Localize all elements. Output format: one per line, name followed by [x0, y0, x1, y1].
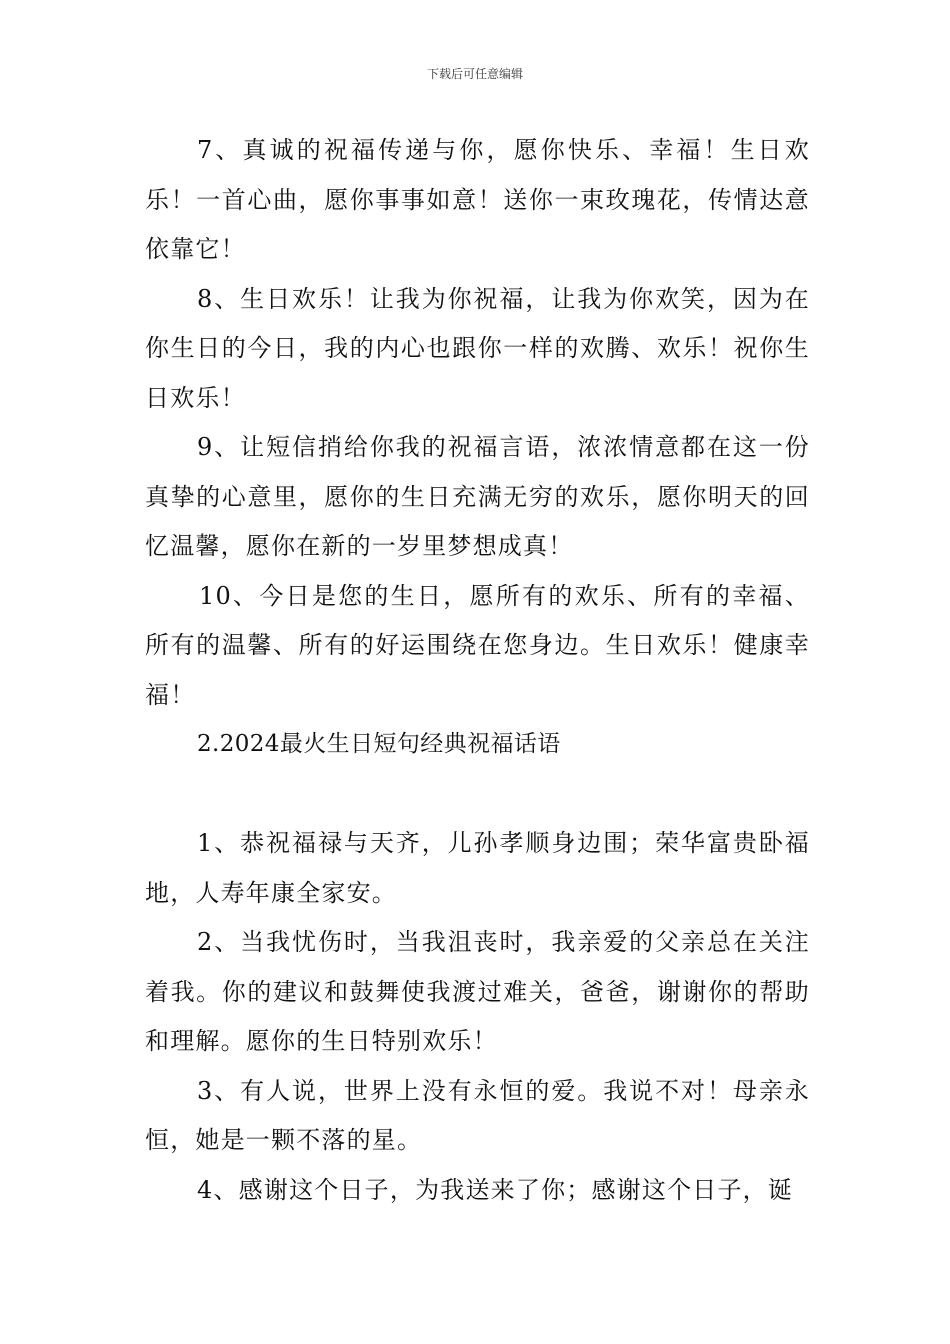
document-body	[145, 126, 810, 1215]
paragraph-section2-wish-3: 3、有人说，世界上没有永恒的爱。我说不对！母亲永恒，她是一颗不落的星。	[145, 1076, 810, 1154]
paragraph-section2-wish-4: 4、感谢这个日子，为我送来了你；感谢这个日子，诞	[197, 1175, 794, 1204]
paragraph-wish-10: 10、今日是您的生日，愿所有的欢乐、所有的幸福、所有的温馨、所有的好运围绕在您身边。生日欢乐！健康幸福！	[145, 581, 810, 709]
section-title: 2.2024最火生日短句经典祝福话语	[197, 731, 561, 757]
page-header: 下载后可任意编辑	[426, 67, 523, 81]
paragraph-wish-7: 7、真诚的祝福传递与你，愿你快乐、幸福！生日欢乐！一首心曲，愿你事事如意！送你一束玫瑰花，传情达意依靠它！	[145, 136, 810, 263]
paragraph-section2-wish-2: 2、当我忧伤时，当我沮丧时，我亲爱的父亲总在关注着我。你的建议和鼓舞使我渡过难关，爸爸，谢谢你的帮助和理解。愿你的生日特别欢乐！	[145, 928, 810, 1055]
paragraph-wish-8: 8、生日欢乐！让我为你祝福，让我为你欢笑，因为在你生日的今日，我的内心也跟你一样的欢腾、欢乐！祝你生日欢乐！	[145, 284, 810, 412]
paragraph-section2-wish-1: 1、恭祝福禄与天齐，儿孙孝顺身边围；荣华富贵卧福地，人寿年康全家安。	[145, 829, 810, 907]
paragraph-wish-9: 9、让短信捎给你我的祝福言语，浓浓情意都在这一份真挚的心意里，愿你的生日充满无穷的欢乐，愿你明天的回忆温馨，愿你在新的一岁里梦想成真！	[145, 433, 810, 560]
